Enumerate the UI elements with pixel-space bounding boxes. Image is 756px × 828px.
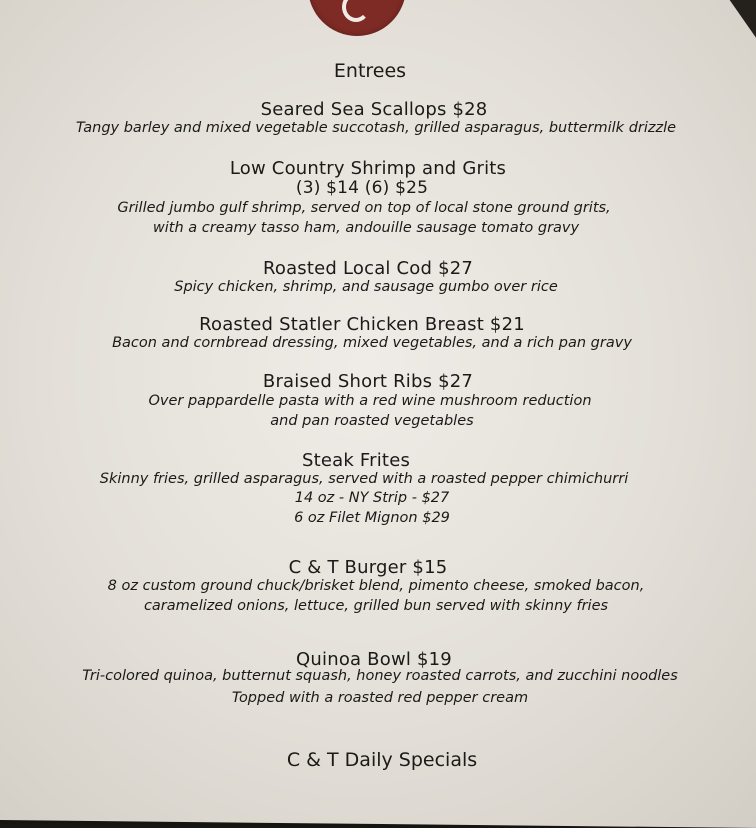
menu-item-description: with a creamy tasso ham, andouille sausage tomato gravy: [152, 220, 580, 236]
menu-item-description: Topped with a roasted red pepper cream: [231, 690, 529, 706]
menu-item-title: Roasted Statler Chicken Breast $21: [199, 314, 525, 335]
menu-item-title: Braised Short Ribs $27: [262, 371, 474, 392]
menu-item-description: Skinny fries, grilled asparagus, served with a roasted pepper chimichurri: [99, 471, 629, 487]
menu-item-title: Quinoa Bowl $19: [296, 649, 452, 670]
menu-item-description: 14 oz - NY Strip - $27: [294, 490, 450, 506]
menu-item-description: Spicy chicken, shrimp, and sausage gumbo over rice: [174, 279, 558, 295]
menu-item-description: Grilled jumbo gulf shrimp, served on top of local stone ground grits,: [117, 200, 611, 216]
specials-title: C & T Daily Specials: [286, 749, 478, 771]
menu-item-description: and pan roasted vegetables: [270, 413, 474, 429]
section-title: Entrees: [333, 60, 407, 82]
menu-item-description: 8 oz custom ground chuck/brisket blend, pimento cheese, smoked bacon,: [107, 578, 645, 594]
menu-item-title: Low Country Shrimp and Grits: [229, 158, 507, 179]
menu-item-title: C & T Burger $15: [288, 557, 448, 578]
menu-item-price: (3) $14 (6) $25: [295, 178, 429, 198]
menu-item-description: 6 oz Filet Mignon $29: [294, 510, 450, 526]
menu-item-description: Bacon and cornbread dressing, mixed vegetables, and a rich pan gravy: [112, 335, 632, 351]
menu-item-description: Tangy barley and mixed vegetable succotash, grilled asparagus, buttermilk drizzle: [75, 120, 677, 136]
menu-item-title: Roasted Local Cod $27: [262, 258, 474, 279]
menu-item-title: Seared Sea Scallops $28: [260, 99, 488, 120]
menu-item-title: Steak Frites: [301, 450, 411, 471]
menu-item-description: caramelized onions, lettuce, grilled bun served with skinny fries: [143, 598, 609, 614]
menu-item-description: Tri-colored quinoa, butternut squash, honey roasted carrots, and zucchini noodles: [82, 668, 678, 684]
menu-item-description: Over pappardelle pasta with a red wine mushroom reduction: [148, 393, 592, 409]
